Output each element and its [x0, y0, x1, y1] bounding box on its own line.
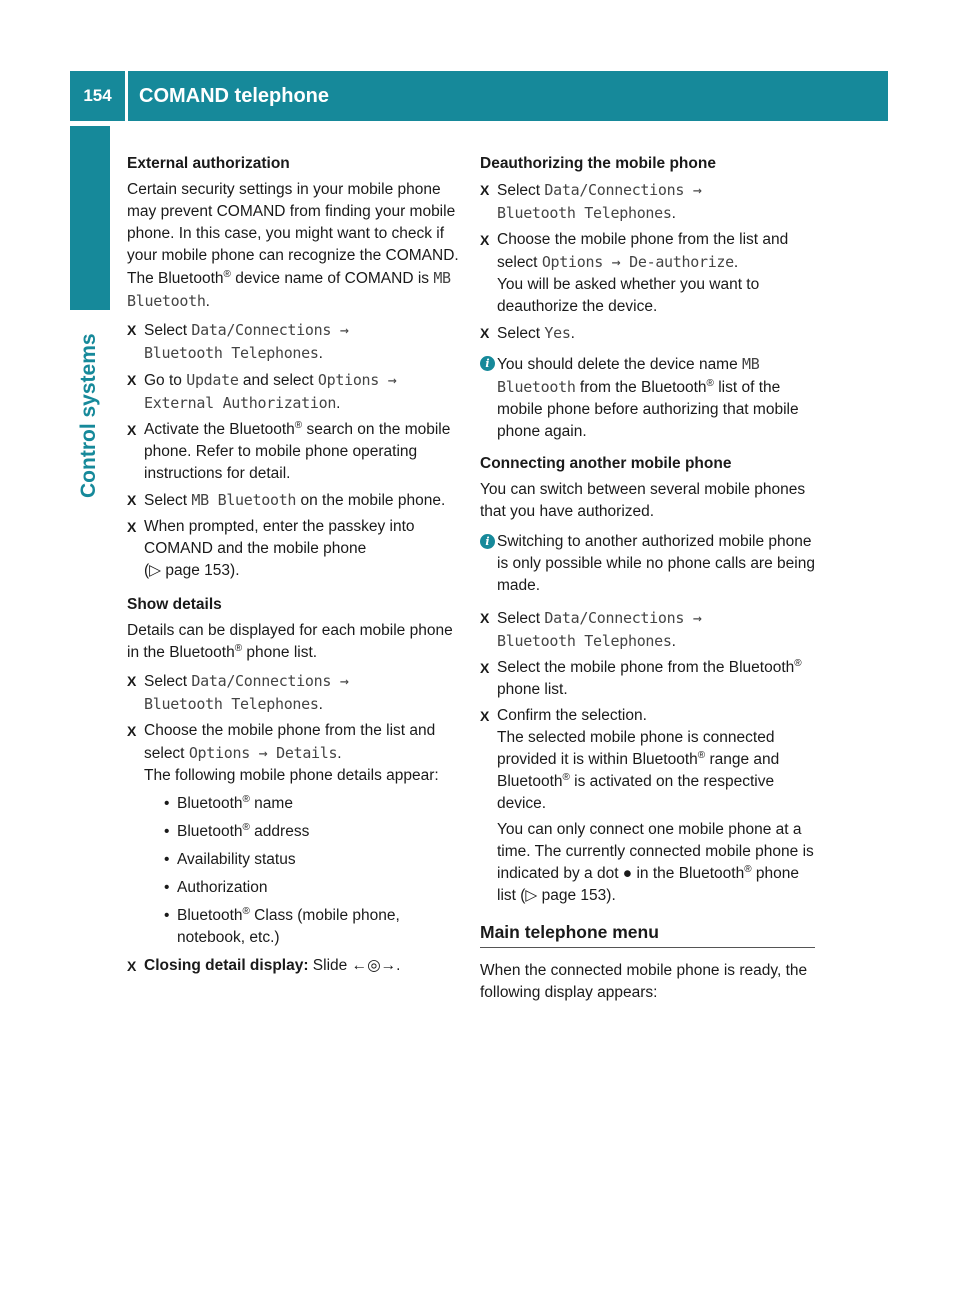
text: device name of COMAND is — [235, 270, 434, 287]
registered-mark: ® — [294, 419, 303, 431]
paragraph-show-details — [127, 620, 462, 664]
bullet-icon: • — [164, 907, 170, 924]
step-item — [127, 319, 462, 365]
menu-path: Data/Connections → — [191, 321, 349, 339]
registered-mark: ® — [697, 749, 706, 761]
step-item — [480, 607, 815, 653]
text: The following mobile phone details appear: — [144, 767, 439, 784]
step-marker-icon: X — [127, 422, 137, 438]
side-section-label: Control systems — [77, 333, 100, 498]
step-item — [127, 516, 462, 582]
device-name: MB Bluetooth — [127, 269, 451, 310]
menu-path: Bluetooth Telephones — [497, 204, 672, 222]
step-item — [480, 705, 815, 907]
bullet-icon: • — [164, 851, 170, 868]
step-marker-icon: X — [127, 958, 137, 974]
text: . — [671, 205, 676, 222]
text: search on the mobile phone. Refer to mobile phone operating instructions for detail. — [144, 421, 451, 482]
menu-path: Data/Connections → — [544, 181, 702, 199]
step-marker-icon: X — [127, 673, 137, 689]
text: When prompted, enter the passkey into COMAND and the mobile phone — [144, 518, 415, 557]
step-item — [127, 720, 462, 949]
text: You should delete the device name — [497, 356, 743, 373]
text: Details can be displayed for each mobile phone in the Bluetooth — [127, 622, 453, 661]
text: address — [249, 823, 310, 840]
text: range and Bluetooth — [497, 751, 780, 790]
list-item — [144, 849, 462, 871]
section-title-main-telephone-menu: Main telephone menu — [480, 921, 815, 948]
text: Choose the mobile phone from the list and select — [144, 722, 436, 762]
menu-path: Bluetooth Telephones — [144, 344, 319, 362]
text: Slide ←◎→. — [308, 957, 401, 974]
text: Select — [497, 610, 545, 627]
menu-path: Bluetooth Telephones — [144, 695, 319, 713]
device-name: MB Bluetooth — [191, 491, 297, 509]
text: Go to — [144, 372, 187, 389]
info-note — [480, 353, 815, 443]
text: You will be asked whether you want to deauthorize the device. — [497, 276, 760, 315]
step-marker-icon: X — [480, 182, 490, 198]
text: phone list. — [497, 681, 568, 698]
text: . — [337, 745, 342, 762]
heading-connecting: Connecting another mobile phone — [480, 455, 732, 472]
bullet-icon: • — [164, 823, 170, 840]
text: Select — [144, 673, 192, 690]
text: . — [671, 633, 676, 650]
registered-mark: ® — [242, 905, 250, 917]
info-icon: i — [480, 356, 495, 371]
text: . — [205, 293, 210, 310]
step-item — [480, 322, 815, 345]
menu-path: Bluetooth Telephones — [497, 632, 672, 650]
menu-path: Options → — [317, 371, 397, 389]
heading-external-authorization: External authorization — [127, 155, 290, 172]
text: list of the mobile phone before authorizing that mobile phone again. — [497, 379, 799, 440]
registered-mark: ® — [242, 821, 250, 833]
step-marker-icon: X — [127, 723, 137, 739]
step-item — [480, 179, 815, 225]
step-marker-icon: X — [127, 492, 137, 508]
text: Select — [497, 325, 545, 342]
menu-path: Update — [186, 371, 239, 389]
registered-mark: ® — [744, 863, 752, 875]
text: . — [336, 395, 341, 412]
text: The selected mobile phone is connected provided it is within Bluetooth — [497, 729, 775, 768]
text: Authorization — [177, 879, 268, 896]
text: Availability status — [177, 851, 296, 868]
list-item — [144, 793, 462, 815]
text: Class (mobile phone, notebook, etc.) — [177, 907, 400, 946]
registered-mark: ® — [234, 642, 243, 654]
step-item — [127, 955, 462, 977]
step-marker-icon: X — [480, 660, 490, 676]
text: on the mobile phone. — [296, 492, 446, 509]
text: Choose the mobile phone from the list and select — [497, 231, 789, 271]
step-marker-icon: X — [480, 610, 490, 626]
registered-mark: ® — [562, 771, 570, 783]
text: Activate the Bluetooth — [144, 421, 295, 438]
text: Select — [144, 492, 192, 509]
step-item — [127, 489, 462, 512]
text: Bluetooth — [177, 907, 243, 924]
step-marker-icon: X — [480, 708, 490, 724]
right-column — [480, 153, 815, 1010]
text: phone list (▷ page 153). — [497, 865, 799, 904]
step-item — [127, 369, 462, 415]
step-marker-icon: X — [480, 232, 490, 248]
step-marker-icon: X — [127, 322, 137, 338]
text: Bluetooth — [177, 795, 243, 812]
step-item — [480, 229, 815, 318]
bullet-icon: • — [164, 879, 170, 896]
text: Select — [144, 322, 192, 339]
list-item — [144, 877, 462, 899]
registered-mark: ® — [794, 657, 802, 669]
menu-path: Yes — [544, 324, 571, 342]
step-item — [127, 419, 462, 485]
step-marker-icon: X — [127, 519, 137, 535]
page-number: 154 — [83, 86, 112, 105]
list-item — [144, 821, 462, 843]
text: is activated on the respective device. — [497, 773, 775, 812]
step-item — [480, 657, 815, 701]
menu-path: Data/Connections → — [544, 609, 702, 627]
text: Select — [497, 182, 545, 199]
text: . — [318, 696, 323, 713]
bold-label: Closing detail display: — [144, 957, 309, 974]
text: and select — [238, 372, 318, 389]
heading-show-details: Show details — [127, 596, 222, 613]
step-item — [127, 670, 462, 716]
text: Select the mobile phone from the Bluetooth — [497, 659, 795, 676]
page-title: COMAND telephone — [139, 84, 329, 107]
text: Confirm the selection. — [497, 707, 647, 724]
text: phone list. — [242, 644, 318, 661]
text: . — [570, 325, 575, 342]
text: from the Bluetooth — [575, 379, 707, 396]
text: name — [249, 795, 293, 812]
registered-mark: ® — [223, 268, 231, 280]
page-reference: (▷ page 153). — [144, 562, 240, 579]
info-icon: i — [480, 534, 495, 549]
paragraph-external-authorization — [127, 179, 462, 313]
paragraph-main-menu: When the connected mobile phone is ready, the following display appears: — [480, 962, 808, 1001]
text: Switching to another authorized mobile phone is only possible while no phone calls are being made. — [497, 533, 815, 594]
header-separator — [125, 71, 128, 121]
info-note — [480, 531, 815, 597]
step-marker-icon: X — [127, 372, 137, 388]
step-marker-icon: X — [480, 325, 490, 341]
heading-deauthorizing: Deauthorizing the mobile phone — [480, 155, 716, 172]
bullet-icon: • — [164, 795, 170, 812]
text: Bluetooth — [177, 823, 243, 840]
paragraph-connecting: You can switch between several mobile phones that you have authorized. — [480, 481, 806, 520]
registered-mark: ® — [242, 793, 250, 805]
menu-path: Options → Details — [188, 744, 338, 762]
text: . — [318, 345, 323, 362]
left-column — [127, 153, 462, 981]
menu-path: Data/Connections → — [191, 672, 349, 690]
text: You can only connect one mobile phone at a time. The currently connected mobile phone is indicated by a dot ● in the Bluetooth — [497, 821, 814, 882]
step-note — [497, 819, 815, 907]
registered-mark: ® — [706, 377, 714, 389]
list-item — [144, 905, 462, 949]
device-name: MB Bluetooth — [497, 355, 760, 396]
menu-path: External Authorization — [144, 394, 337, 412]
text: Certain security settings in your mobile phone may prevent COMAND from finding your mobile phone. In this case, you might want to check if your mobile phone can recognize the COMAND. The Bluetooth — [127, 181, 459, 287]
menu-path: Options → De-authorize — [541, 253, 734, 271]
text: . — [733, 254, 739, 271]
